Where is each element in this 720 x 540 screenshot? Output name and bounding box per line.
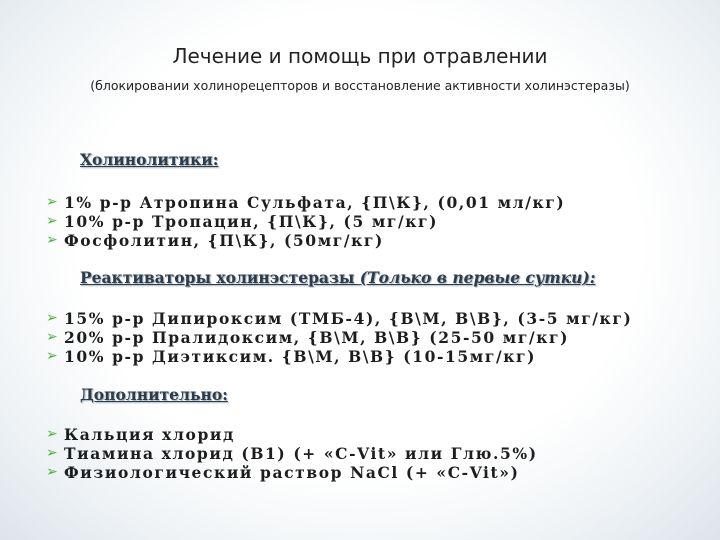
list-item (46, 347, 632, 366)
item-text: Тиамина хлорид (В1) (+ «С-Vit» или Глю.5%) (64, 444, 538, 463)
item-text: Фосфолитин, {П\К}, (50мг/кг) (64, 231, 384, 250)
list-item (46, 444, 538, 463)
page-subtitle: (блокировании холинорецепторов и восстановление активности холинэстеразы) (90, 78, 630, 93)
arrow-bullet-icon: ➢ (46, 232, 58, 248)
arrow-bullet-icon: ➢ (46, 426, 58, 442)
list-item (46, 463, 538, 482)
arrow-bullet-icon: ➢ (46, 310, 58, 326)
arrow-bullet-icon: ➢ (46, 464, 58, 480)
list-item (46, 425, 538, 444)
list-item (46, 193, 565, 212)
section-heading-additional (80, 385, 228, 404)
cholinolytics-list (46, 193, 565, 250)
arrow-bullet-icon: ➢ (46, 329, 58, 345)
arrow-bullet-icon: ➢ (46, 213, 58, 229)
heading-text: Реактиваторы холинэстеразы (80, 268, 360, 287)
arrow-bullet-icon: ➢ (46, 348, 58, 364)
list-item (46, 212, 565, 231)
item-text: Физиологический раствор NaCl (+ «С-Vit») (64, 463, 520, 482)
page-title: Лечение и помощь при отравлении (172, 44, 548, 68)
item-text: 10% р-р Тропацин, {П\К}, (5 мг/кг) (64, 212, 439, 231)
section-heading-reactivators (80, 268, 595, 287)
additional-list (46, 425, 538, 482)
heading-text: Холинолитики: (80, 150, 219, 169)
list-item (46, 231, 565, 250)
list-item (46, 328, 632, 347)
reactivators-list (46, 309, 632, 366)
arrow-bullet-icon: ➢ (46, 445, 58, 461)
heading-note: (Только в первые сутки): (359, 268, 596, 287)
item-text: Кальция хлорид (64, 425, 235, 444)
item-text: 10% р-р Диэтиксим. {В\М, В\В} (10-15мг/кг) (64, 347, 537, 366)
item-text: 1% р-р Атропина Сульфата, {П\К}, (0,01 мл/кг) (64, 193, 566, 212)
list-item (46, 309, 632, 328)
section-heading-cholinolytics (80, 150, 218, 169)
item-text: 20% р-р Пралидоксим, {В\М, В\В} (25-50 мг/кг) (64, 328, 570, 347)
item-text: 15% р-р Дипироксим (ТМБ-4), {В\М, В\В}, (3-5 мг/кг) (64, 309, 633, 328)
heading-text: Дополнительно: (80, 385, 228, 404)
arrow-bullet-icon: ➢ (46, 194, 58, 210)
